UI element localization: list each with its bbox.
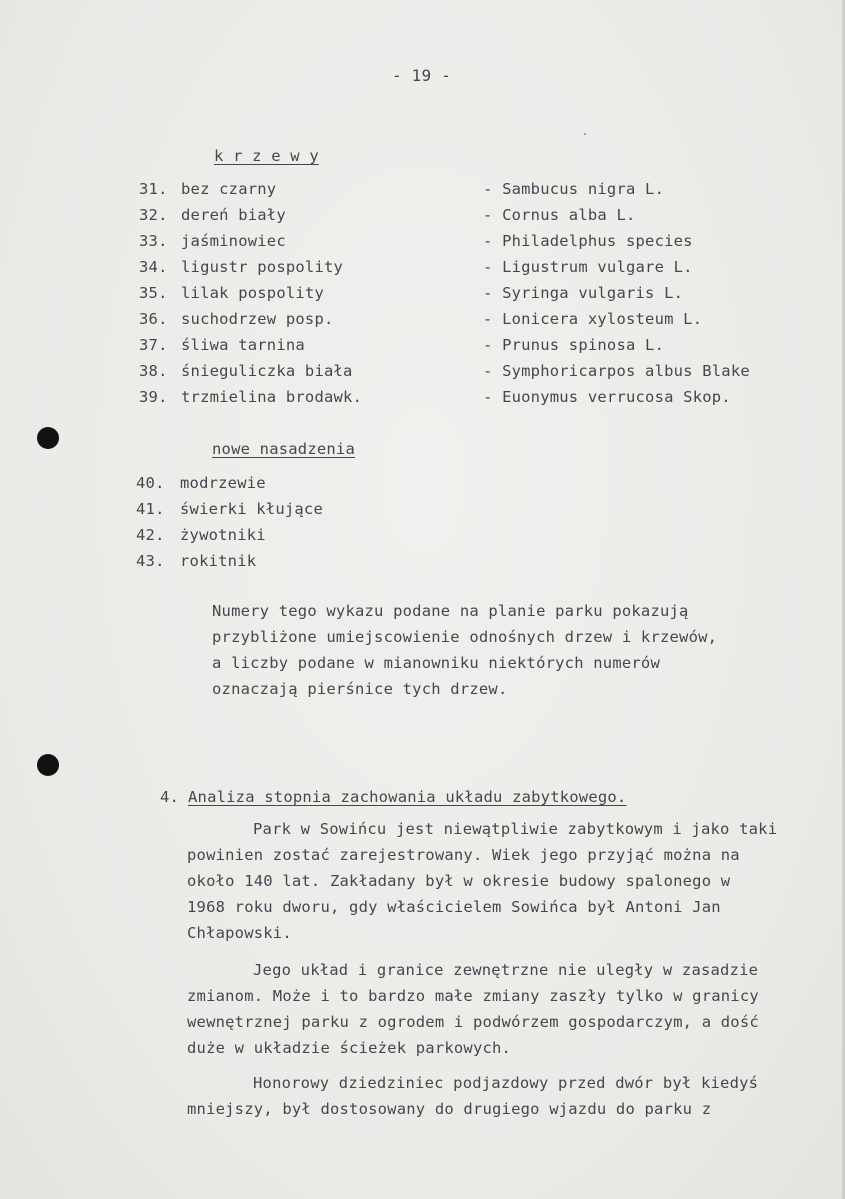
shrub-name: bez czarny [181,180,277,198]
shrub-number: 36. [139,310,168,328]
shrub-name: dereń biały [181,206,286,224]
shrub-number: 32. [139,206,168,224]
shrub-latin-name: - Prunus spinosa L. [483,336,665,354]
body-line: powinien zostać zarejestrowany. Wiek jego przyjąć można na [187,846,740,864]
body-line: zmianom. Może i to bardzo małe zmiany zaszły tylko w granicy [187,987,759,1005]
note-line: oznaczają pierśnice tych drzew. [212,680,508,698]
body-line: Park w Sowińcu jest niewątpliwie zabytkowym i jako taki [253,820,778,838]
section-number: 4. [160,788,180,806]
planting-number: 43. [136,552,165,570]
shrub-name: śliwa tarnina [181,336,305,354]
body-line: Chłapowski. [187,924,292,942]
shrub-number: 34. [139,258,168,276]
planting-name: rokitnik [180,552,257,570]
note-line: przybliżone umiejscowienie odnośnych drzew i krzewów, [212,628,718,646]
planting-name: żywotniki [180,526,266,544]
body-line: mniejszy, był dostosowany do drugiego wjazdu do parku z [187,1100,712,1118]
shrub-number: 38. [139,362,168,380]
shrub-number: 31. [139,180,168,198]
planting-number: 40. [136,474,165,492]
punch-hole-top [37,427,59,449]
body-line: Jego układ i granice zewnętrzne nie uległy w zasadzie [253,961,759,979]
planting-number: 42. [136,526,165,544]
shrub-number: 33. [139,232,168,250]
body-line: wewnętrznej parku z ogrodem i podwórzem gospodarczym, a dość [187,1013,759,1031]
shrub-name: lilak pospolity [181,284,324,302]
paper-speck [584,133,586,135]
planting-name: świerki kłujące [180,500,323,518]
shrub-latin-name: - Syringa vulgaris L. [483,284,684,302]
shrub-name: ligustr pospolity [181,258,344,276]
new-plantings-heading: nowe nasadzenia [212,440,355,458]
shrubs-heading: k r z e w y [214,147,319,165]
planting-number: 41. [136,500,165,518]
shrub-latin-name: - Sambucus nigra L. [483,180,665,198]
body-line: duże w układzie ścieżek parkowych. [187,1039,512,1057]
shrub-latin-name: - Philadelphus species [483,232,693,250]
shrub-latin-name: - Ligustrum vulgare L. [483,258,693,276]
shrub-number: 35. [139,284,168,302]
shrub-latin-name: - Euonymus verrucosa Skop. [483,388,731,406]
shrub-name: śnieguliczka biała [181,362,353,380]
shrub-number: 39. [139,388,168,406]
shrub-number: 37. [139,336,168,354]
shrub-name: trzmielina brodawk. [181,388,363,406]
body-line: Honorowy dziedziniec podjazdowy przed dwór był kiedyś [253,1074,759,1092]
body-line: 1968 roku dworu, gdy właścicielem Sowińca był Antoni Jan [187,898,721,916]
shrub-latin-name: - Lonicera xylosteum L. [483,310,703,328]
shrub-name: jaśminowiec [181,232,286,250]
shrub-latin-name: - Symphoricarpos albus Blake [483,362,750,380]
shrub-name: suchodrzew posp. [181,310,334,328]
shrub-latin-name: - Cornus alba L. [483,206,636,224]
note-line: Numery tego wykazu podane na planie parku pokazują [212,602,689,620]
section-title: Analiza stopnia zachowania układu zabytkowego. [188,788,627,806]
punch-hole-bottom [37,754,59,776]
page-number: - 19 - [392,66,451,85]
note-line: a liczby podane w mianowniku niektórych numerów [212,654,660,672]
body-line: około 140 lat. Zakładany był w okresie budowy spalonego w [187,872,731,890]
planting-name: modrzewie [180,474,266,492]
